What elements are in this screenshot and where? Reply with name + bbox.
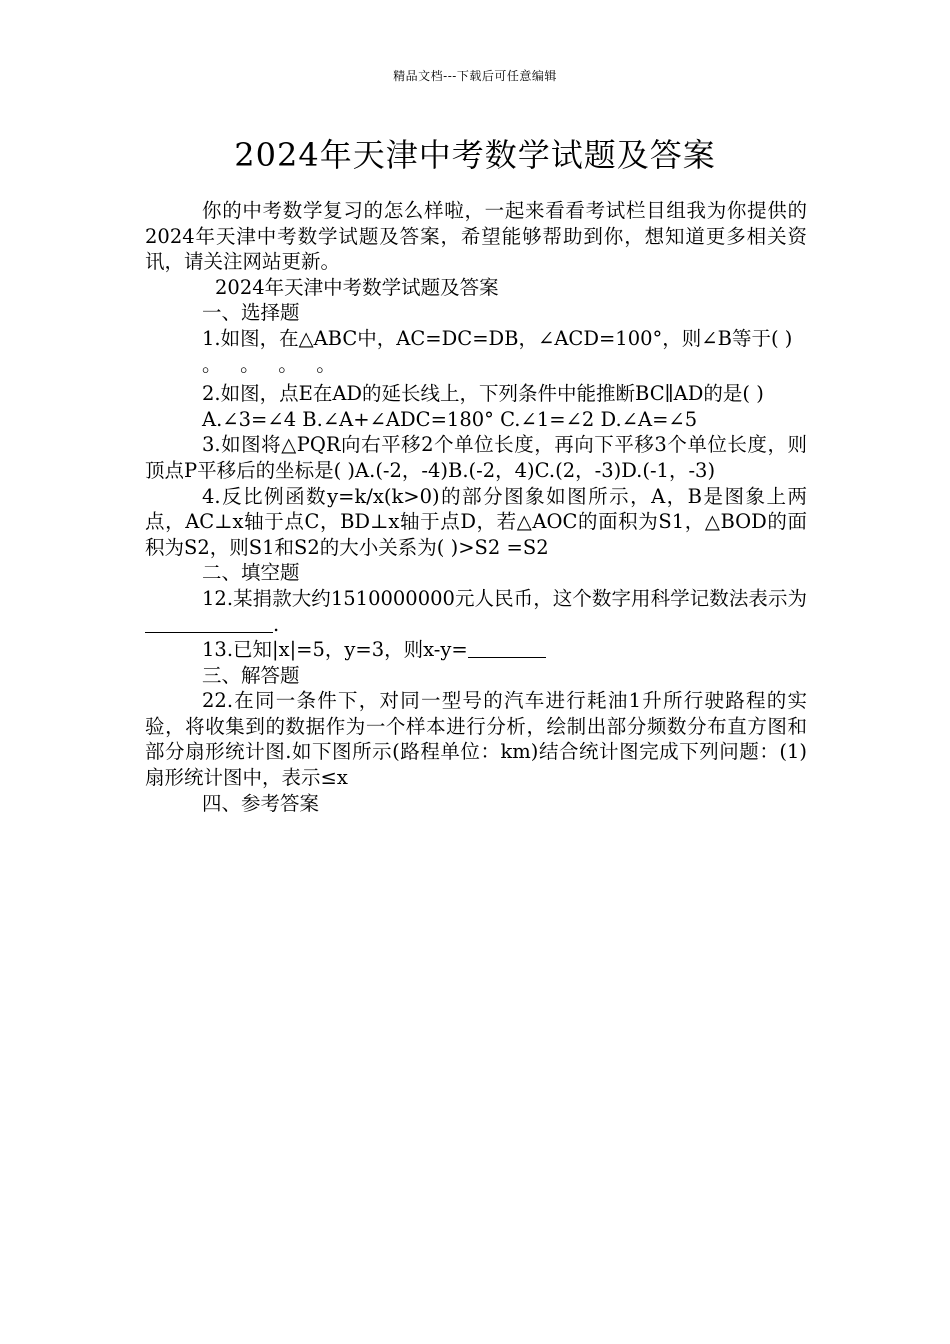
document-body [145, 198, 807, 816]
question-22: 22.在同一条件下，对同一型号的汽车进行耗油1升所行驶路程的实验，将收集到的数据作为一个样本进行分析，绘制出部分频数分布直方图和部分扇形统计图.如下图所示(路程单位：km)结合统计图完成下列问题：(1)扇形统计图中，表示≤x [145, 689, 807, 790]
section-heading-choice: 一、选择题 [202, 301, 300, 325]
answer-blank[interactable] [468, 639, 546, 658]
question-13-text: 13.已知|x|=5，y=3，则x-y= [202, 638, 468, 662]
question-2-options: A.∠3=∠4 B.∠A+∠ADC=180° C.∠1=∠2 D.∠A=∠5 [202, 407, 698, 431]
document-title: 2024年天津中考数学试题及答案 [234, 136, 716, 174]
section-heading-fill: 二、填空题 [202, 561, 300, 585]
page-header: 精品文档---下载后可任意编辑 [393, 69, 557, 83]
options-text: 。 。 。 。 [202, 352, 336, 376]
answer-blank[interactable] [145, 614, 273, 633]
question-12-end: . [273, 612, 280, 636]
question-12-text: 12.某捐款大约1510000000元人民币，这个数字用科学记数法表示为 [202, 586, 807, 610]
question-4: 4.反比例函数y=k/x(k>0)的部分图象如图所示，A，B是图象上两点，AC⊥x轴于点C，BD⊥x轴于点D，若△AOC的面积为S1，△BOD的面积为S2，则S1和S2的大小关系为( )>S2 =S2 [145, 484, 807, 559]
question-1-options [145, 352, 807, 378]
question-1: 1.如图，在△ABC中，AC=DC=DB，∠ACD=100°，则∠B等于( ) [202, 326, 793, 350]
section-heading-solve: 三、解答题 [202, 663, 300, 687]
question-3: 3.如图将△PQR向右平移2个单位长度，再向下平移3个单位长度，则顶点P平移后的坐标是( )A.(-2，-4)B.(-2，4)C.(2，-3)D.(-1，-3) [145, 433, 807, 482]
intro-paragraph: 你的中考数学复习的怎么样啦，一起来看看考试栏目组我为你提供的2024年天津中考数学试题及答案，希望能够帮助到你，想知道更多相关资讯，请关注网站更新。 [145, 199, 807, 274]
section-heading-answers: 四、参考答案 [202, 791, 320, 815]
question-13 [145, 637, 807, 663]
question-2: 2.如图，点E在AD的延长线上，下列条件中能推断BC∥AD的是( ) [202, 382, 764, 406]
question-12 [145, 586, 807, 637]
subtitle: 2024年天津中考数学试题及答案 [215, 275, 499, 299]
